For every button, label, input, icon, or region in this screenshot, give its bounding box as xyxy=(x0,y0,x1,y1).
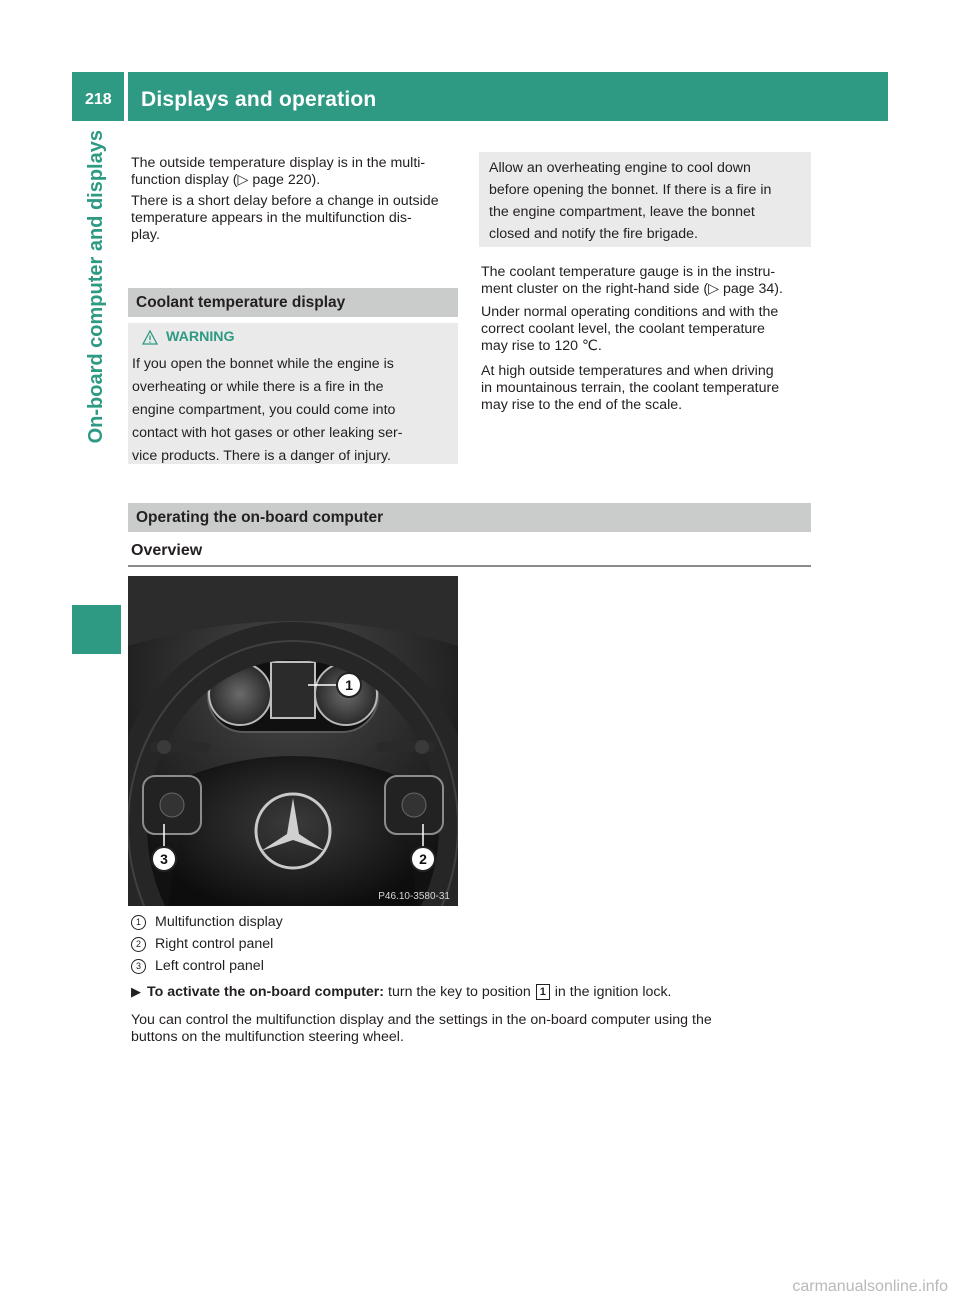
operating-heading: Operating the on-board computer xyxy=(128,503,811,532)
callout-label: 2 xyxy=(419,851,427,867)
side-tab-marker xyxy=(72,605,121,654)
note-line: the engine compartment, leave the bonnet xyxy=(489,204,755,220)
watermark: carmanualsonline.info xyxy=(792,1278,948,1295)
callout-label: 3 xyxy=(160,851,168,867)
instruction xyxy=(131,984,672,1000)
text-line: The coolant temperature gauge is in the instru- xyxy=(481,264,776,280)
overview-subheading: Overview xyxy=(131,542,203,559)
callout-3 xyxy=(152,847,176,871)
text-line: may rise to 120 ℃. xyxy=(481,338,602,354)
divider xyxy=(128,565,811,567)
warning-line: overheating or while there is a fire in the xyxy=(132,379,384,395)
note-line: closed and notify the fire brigade. xyxy=(489,226,699,242)
legend-item xyxy=(131,936,273,952)
warning-label: WARNING xyxy=(166,329,235,345)
figure-code: P46.10-3580-31 xyxy=(378,891,450,902)
callout-2 xyxy=(411,847,435,871)
arrow-right-icon: ▶ xyxy=(131,984,141,999)
legend-number: 3 xyxy=(131,959,146,974)
legend-item xyxy=(131,958,264,974)
operating-paragraph xyxy=(131,1012,821,1046)
note-line: before opening the bonnet. If there is a fire in xyxy=(489,182,772,198)
text-line: may rise to the end of the scale. xyxy=(481,397,683,413)
text-line: ment cluster on the right-hand side (▷ page 34). xyxy=(481,281,783,297)
legend-number: 1 xyxy=(131,915,146,930)
legend-number: 2 xyxy=(131,937,146,952)
right-paragraph-3 xyxy=(481,363,811,414)
text-line: The outside temperature display is in the multi- xyxy=(131,155,426,171)
instruction-text: turn the key to position xyxy=(388,984,531,1000)
warning-line: contact with hot gases or other leaking ser- xyxy=(132,425,403,441)
header-divider xyxy=(124,72,128,121)
text-line: function display (▷ page 220). xyxy=(131,172,321,188)
text-line: You can control the multifunction display and the settings in the on-board computer using the xyxy=(131,1012,712,1028)
warning-triangle-icon xyxy=(142,330,158,345)
text-line: Under normal operating conditions and with the xyxy=(481,304,779,320)
page-number: 218 xyxy=(85,91,112,108)
side-tab xyxy=(72,130,121,600)
right-paragraph-1 xyxy=(481,264,811,298)
text-line: There is a short delay before a change in outside xyxy=(131,193,439,209)
instruction-text: in the ignition lock. xyxy=(554,984,672,1000)
warning-line: If you open the bonnet while the engine is xyxy=(132,356,394,372)
steering-wheel-illustration xyxy=(128,576,458,906)
callout-label: 1 xyxy=(345,677,353,693)
legend-text: Right control panel xyxy=(155,936,274,952)
side-tab-label: On-board computer and displays xyxy=(85,130,107,444)
callout-1 xyxy=(337,673,361,697)
text-line: temperature appears in the multifunction dis- xyxy=(131,210,412,226)
warning-line: engine compartment, you could come into xyxy=(132,402,396,418)
intro-paragraph-1 xyxy=(131,155,461,189)
text-line: in mountainous terrain, the coolant temperature xyxy=(481,380,780,396)
legend-text: Left control panel xyxy=(155,958,264,974)
legend-text: Multifunction display xyxy=(155,914,283,930)
intro-paragraph-2 xyxy=(131,193,461,244)
warning-header xyxy=(142,329,235,345)
text-line: At high outside temperatures and when driving xyxy=(481,363,774,379)
right-paragraph-2 xyxy=(481,304,811,355)
coolant-heading: Coolant temperature display xyxy=(128,288,458,317)
key-position-box: 1 xyxy=(536,984,550,1000)
legend-item xyxy=(131,914,283,930)
note-box xyxy=(479,152,811,247)
page-title: Displays and operation xyxy=(141,88,377,111)
warning-line: vice products. There is a danger of injury. xyxy=(132,448,391,464)
instruction-bold: To activate the on-board computer: xyxy=(147,984,385,1000)
text-line: play. xyxy=(131,227,160,243)
text-line: buttons on the multifunction steering wheel. xyxy=(131,1029,404,1045)
warning-box xyxy=(128,323,458,464)
text-line: correct coolant level, the coolant temperature xyxy=(481,321,765,337)
steering-wheel-figure xyxy=(128,576,458,906)
note-line: Allow an overheating engine to cool down xyxy=(489,160,751,176)
